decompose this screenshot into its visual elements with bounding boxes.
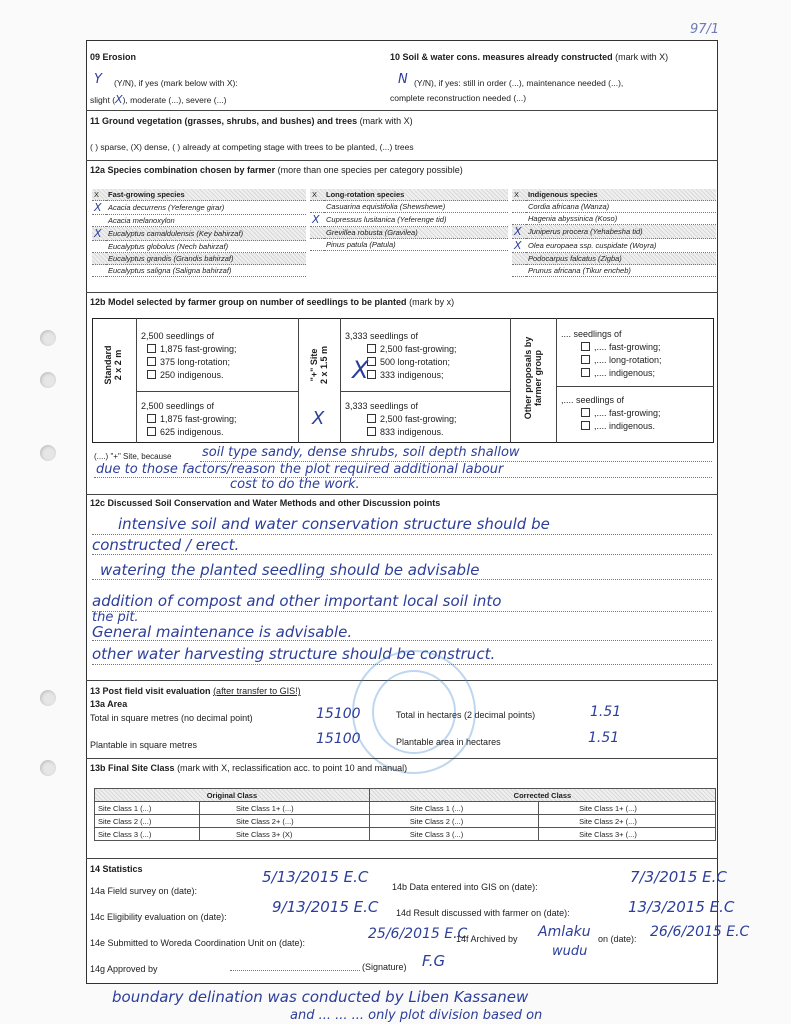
other-b-1 — [561, 420, 661, 433]
plus-a-1-text: 500 long-rotation; — [380, 357, 451, 367]
soil-water-title-suffix: (mark with X) — [615, 52, 669, 62]
soil-water-title-text: 10 Soil & water cons. measures already constructed — [390, 52, 613, 62]
discussion-line-1: constructed / erect. — [92, 536, 240, 554]
orig-left-0: Site Class 1 (...) — [95, 802, 200, 815]
species-long-3: Pinus patula (Patula) — [324, 239, 508, 251]
plant-ha-label: Plantable area in hectares — [396, 737, 501, 747]
mark — [310, 227, 324, 239]
species-title-text: 12a Species combination chosen by farmer — [90, 165, 276, 175]
orig-right-0: Site Class 1+ (...) — [199, 802, 369, 815]
corr-left-2: Site Class 3 (...) — [369, 828, 538, 841]
because-line1: soil type sandy, dense shrubs, soil depth shallow — [202, 445, 520, 460]
punch-hole — [40, 760, 56, 776]
top-scribble: 97/1 — [690, 22, 720, 37]
other-a-block — [561, 328, 662, 380]
mark: X — [310, 213, 324, 227]
dotted-line — [92, 554, 712, 555]
divider — [86, 160, 718, 161]
erosion-yn-text: (Y/N), if yes (mark below with X): — [114, 78, 238, 88]
species-long-1: Cupressus lusitanica (Yeferenge tid) — [324, 213, 508, 227]
mark — [92, 253, 106, 265]
model-title — [90, 297, 454, 307]
punch-hole — [40, 330, 56, 346]
fast-header: Fast-growing species — [106, 189, 306, 201]
plant-ha-value: 1.51 — [588, 730, 620, 746]
checkbox[interactable] — [147, 414, 156, 423]
site-class-title — [90, 763, 407, 773]
col-x: X — [92, 189, 106, 201]
orig-right-1: Site Class 2+ (...) — [199, 815, 369, 828]
erosion-yn-answer: Y — [94, 72, 102, 87]
mark: X — [92, 227, 106, 241]
checkbox[interactable] — [581, 368, 590, 377]
total-ha-label: Total in hectares (2 decimal points) — [396, 710, 536, 720]
discussion-line-5: General maintenance is advisable. — [92, 623, 353, 641]
mark — [512, 265, 526, 277]
mark: X — [92, 201, 106, 215]
divider — [86, 110, 718, 111]
std-a-0 — [141, 343, 237, 356]
species-indig-4: Podocarpus falcatus (Zigba) — [526, 253, 716, 265]
discussion-line-0: intensive soil and water conservation structure should be — [118, 515, 550, 533]
post-field-title-suffix: (after transfer to GIS!) — [213, 686, 301, 696]
punch-hole — [40, 372, 56, 388]
soil-water-yn-answer: N — [398, 72, 408, 87]
plus-side-mark: X — [312, 408, 325, 429]
discussion-line-3: addition of compost and other important local soil into — [92, 592, 502, 610]
divider — [298, 318, 299, 443]
stat-g-label: 14g Approved by — [90, 964, 158, 974]
col-x: X — [512, 189, 526, 201]
discussion-title: 12c Discussed Soil Conservation and Water Methods and other Discussion points — [90, 498, 441, 508]
std-a-block — [141, 330, 237, 382]
ground-veg-title-suffix: (mark with X) — [359, 116, 413, 126]
site-class-table — [94, 788, 716, 841]
plus-a-title: 3,333 seedlings of — [345, 331, 419, 341]
plus-b-block — [345, 400, 457, 439]
stat-g-signature-label: (Signature) — [362, 962, 407, 972]
divider — [340, 318, 341, 443]
plant-sqm-label: Plantable in square metres — [90, 740, 198, 750]
plus-b-1-text: 833 indigenous. — [380, 427, 444, 437]
dotted-line — [92, 640, 712, 641]
punch-hole — [40, 445, 56, 461]
erosion-mod-severe: moderate (...), severe (...) — [130, 95, 227, 105]
other-label — [523, 318, 543, 438]
statistics-title: 14 Statistics — [90, 864, 143, 874]
divider — [556, 318, 557, 443]
stat-d-label: 14d Result discussed with farmer on (date): — [396, 908, 570, 918]
species-indig-3: Olea europaea ssp. cuspidate (Woyra) — [526, 239, 716, 253]
soil-water-line1: (Y/N), if yes: still in order (...), maintenance needed (...), — [414, 78, 624, 88]
std-a-2-text: 250 indigenous. — [160, 370, 224, 380]
total-sqm-label: Total in square metres (no decimal point) — [90, 713, 253, 723]
other-b-1-text: ,.... indigenous. — [594, 421, 656, 431]
erosion-slight: slight (X), moderate (...), severe (...) — [90, 93, 227, 106]
stat-c-value: 9/13/2015 E.C — [272, 898, 379, 916]
original-class-header: Original Class — [95, 789, 370, 802]
discussion-line-2: watering the planted seedling should be advisable — [100, 561, 480, 579]
divider — [556, 386, 714, 387]
std-b-title: 2,500 seedlings of — [141, 401, 215, 411]
ground-veg-options: ( ) sparse, (X) dense, ( ) already at competing stage with trees to be planted, (...) trees — [90, 142, 414, 152]
checkbox[interactable] — [581, 342, 590, 351]
dotted-line — [92, 534, 712, 535]
stat-f-date-label: on (date): — [598, 934, 637, 944]
post-field-title — [90, 686, 301, 696]
discussion-line-4: the pit. — [92, 610, 139, 625]
divider — [340, 391, 510, 392]
other-a-1 — [561, 354, 662, 367]
mark: X — [512, 225, 526, 239]
mark — [512, 213, 526, 225]
post-field-title-text: 13 Post field visit evaluation — [90, 686, 211, 696]
total-ha-value: 1.51 — [590, 704, 622, 720]
checkbox[interactable] — [581, 355, 590, 364]
stat-f-value2: wudu — [552, 944, 588, 959]
stat-e-label: 14e Submitted to Woreda Coordination Unit on (date): — [90, 938, 305, 948]
other-a-2 — [561, 367, 662, 380]
other-b-block — [561, 394, 661, 433]
standard-spacing: 2 x 2 m — [113, 349, 123, 381]
std-a-2 — [141, 369, 237, 382]
species-long-table — [310, 189, 508, 251]
checkbox[interactable] — [367, 414, 376, 423]
std-b-block — [141, 400, 237, 439]
other-a-0-text: ,.... fast-growing; — [594, 342, 661, 352]
std-a-0-text: 1,875 fast-growing; — [160, 344, 237, 354]
species-fast-4: Eucalyptus grandis (Grandis bahirzaf) — [106, 253, 306, 265]
bottom-note-line1: boundary delination was conducted by Liben Kassanew — [112, 988, 529, 1006]
species-fast-0: Acacia decurrens (Yeferenge girar) — [106, 201, 306, 215]
site-class-title-suffix: (mark with X, reclassification acc. to point 10 and manual) — [177, 763, 408, 773]
other-a-2-text: ,.... indigenous; — [594, 368, 656, 378]
divider — [86, 858, 718, 859]
because-label: (....) "+" Site, because — [94, 452, 172, 461]
soil-water-line2: complete reconstruction needed (...) — [390, 93, 527, 103]
plus-a-0-text: 2,500 fast-growing; — [380, 344, 457, 354]
bottom-note-line2: and ... ... ... only plot division based on — [290, 1008, 543, 1023]
checkbox[interactable] — [581, 421, 590, 430]
species-title — [90, 165, 463, 175]
dotted-line — [94, 477, 712, 478]
species-fast-3: Eucalyptus globolus (Nech bahirzaf) — [106, 241, 306, 253]
stat-f-label: 14f Archived by — [456, 934, 518, 944]
std-b-0 — [141, 413, 237, 426]
plus-a-mark: X — [352, 356, 369, 384]
std-a-1 — [141, 356, 237, 369]
std-b-1 — [141, 426, 237, 439]
plus-b-title: 3,333 seedlings of — [345, 401, 419, 411]
standard-label — [103, 328, 123, 402]
plus-a-0 — [345, 343, 457, 356]
corrected-class-header: Corrected Class — [369, 789, 715, 802]
stat-g-signature: F.G — [422, 952, 446, 970]
checkbox[interactable] — [367, 344, 376, 353]
other-b-0-text: ,.... fast-growing; — [594, 408, 661, 418]
plus-b-0 — [345, 413, 457, 426]
divider — [86, 292, 718, 293]
std-a-1-text: 375 long-rotation; — [160, 357, 231, 367]
species-fast-table — [92, 189, 306, 277]
species-indig-0: Cordia africana (Wanza) — [526, 201, 716, 213]
species-title-suffix: (more than one species per category possible) — [277, 165, 463, 175]
std-b-1-text: 625 indigenous. — [160, 427, 224, 437]
stat-e-value: 25/6/2015 E.C — [368, 926, 468, 942]
species-indig-table — [512, 189, 716, 277]
plus-label-text: "+" Site — [309, 348, 319, 382]
stat-c-label: 14c Eligibility evaluation on (date): — [90, 912, 227, 922]
stat-b-value: 7/3/2015 E.C — [630, 868, 727, 886]
divider — [136, 318, 137, 443]
dotted-line — [200, 461, 712, 462]
corr-left-0: Site Class 1 (...) — [369, 802, 538, 815]
species-fast-5: Eucalyptus saligna (Saligna bahirzaf) — [106, 265, 306, 277]
plus-b-0-text: 2,500 fast-growing; — [380, 414, 457, 424]
species-indig-1: Hagenia abyssinica (Koso) — [526, 213, 716, 225]
erosion-slight-label: slight — [90, 95, 110, 105]
mark — [512, 253, 526, 265]
mark — [92, 265, 106, 277]
standard-label-text: Standard — [103, 345, 113, 385]
col-x: X — [310, 189, 324, 201]
orig-left-2: Site Class 3 (...) — [95, 828, 200, 841]
divider — [86, 758, 718, 759]
divider — [86, 494, 718, 495]
plus-a-2-text: 333 indigenous; — [380, 370, 444, 380]
corr-right-0: Site Class 1+ (...) — [539, 802, 716, 815]
checkbox[interactable] — [147, 344, 156, 353]
std-b-0-text: 1,875 fast-growing; — [160, 414, 237, 424]
indig-header: Indigenous species — [526, 189, 716, 201]
checkbox[interactable] — [147, 370, 156, 379]
other-b-0 — [561, 407, 661, 420]
corr-right-1: Site Class 2+ (...) — [539, 815, 716, 828]
species-fast-1: Acacia melanoxylon — [106, 215, 306, 227]
divider — [136, 391, 298, 392]
discussion-line-6: other water harvesting structure should be construct. — [92, 645, 496, 663]
plant-sqm-value: 15100 — [316, 731, 361, 747]
area-title: 13a Area — [90, 699, 128, 709]
other-a-1-text: ,.... long-rotation; — [594, 355, 662, 365]
plus-label — [309, 328, 329, 402]
because-line3: cost to do the work. — [230, 477, 360, 492]
corr-right-2: Site Class 3+ (...) — [539, 828, 716, 841]
mark — [512, 201, 526, 213]
mark — [310, 201, 324, 213]
species-long-0: Casuarina equistifolia (Shewshewe) — [324, 201, 508, 213]
other-a-0 — [561, 341, 662, 354]
total-sqm-value: 15100 — [316, 706, 361, 722]
other-label-text2: farmer group — [533, 350, 543, 407]
orig-left-1: Site Class 2 (...) — [95, 815, 200, 828]
stat-a-value: 5/13/2015 E.C — [262, 868, 369, 886]
stat-f-date: 26/6/2015 E.C — [650, 924, 750, 940]
checkbox[interactable] — [147, 427, 156, 436]
species-long-2: Grevillea robusta (Gravilea) — [324, 227, 508, 239]
corr-left-1: Site Class 2 (...) — [369, 815, 538, 828]
model-title-suffix: (mark by x) — [409, 297, 455, 307]
stat-d-value: 13/3/2015 E.C — [628, 898, 735, 916]
plus-b-1 — [345, 426, 457, 439]
soil-water-title — [390, 52, 668, 62]
species-indig-5: Prunus africana (Tikur encheb) — [526, 265, 716, 277]
form-frame — [86, 40, 718, 984]
std-a-title: 2,500 seedlings of — [141, 331, 215, 341]
mark — [92, 241, 106, 253]
erosion-title: 09 Erosion — [90, 52, 137, 62]
other-a-title: .... seedlings of — [561, 329, 622, 339]
model-title-text: 12b Model selected by farmer group on number of seedlings to be planted — [90, 297, 407, 307]
mark: X — [512, 239, 526, 253]
species-fast-2: Eucalyptus camaldulensis (Key bahirzaf) — [106, 227, 306, 241]
stat-f-value: Amlaku — [538, 924, 591, 940]
dotted-line — [92, 611, 712, 612]
dotted-line — [92, 579, 712, 580]
mark — [310, 239, 324, 251]
dotted-line — [230, 970, 360, 971]
orig-right-2: Site Class 3+ (X) — [199, 828, 369, 841]
checkbox[interactable] — [147, 357, 156, 366]
stat-a-label: 14a Field survey on (date): — [90, 886, 198, 896]
long-header: Long-rotation species — [324, 189, 508, 201]
mark — [92, 215, 106, 227]
checkbox[interactable] — [367, 427, 376, 436]
stat-b-label: 14b Data entered into GIS on (date): — [392, 882, 538, 892]
ground-veg-title — [90, 116, 413, 126]
site-class-title-text: 13b Final Site Class — [90, 763, 175, 773]
punch-hole — [40, 690, 56, 706]
plus-spacing: 2 x 1.5 m — [319, 345, 329, 385]
checkbox[interactable] — [581, 408, 590, 417]
erosion-slight-mark: X — [115, 93, 123, 106]
other-label-text: Other proposals by — [523, 336, 533, 420]
divider — [510, 318, 511, 443]
because-line2: due to those factors/reason the plot required additional labour — [96, 462, 504, 477]
other-b-title: ,.... seedlings of — [561, 395, 625, 405]
ground-veg-title-text: 11 Ground vegetation (grasses, shrubs, and bushes) and trees — [90, 116, 358, 126]
species-indig-2: Juniperus procera (Yehabesha tid) — [526, 225, 716, 239]
